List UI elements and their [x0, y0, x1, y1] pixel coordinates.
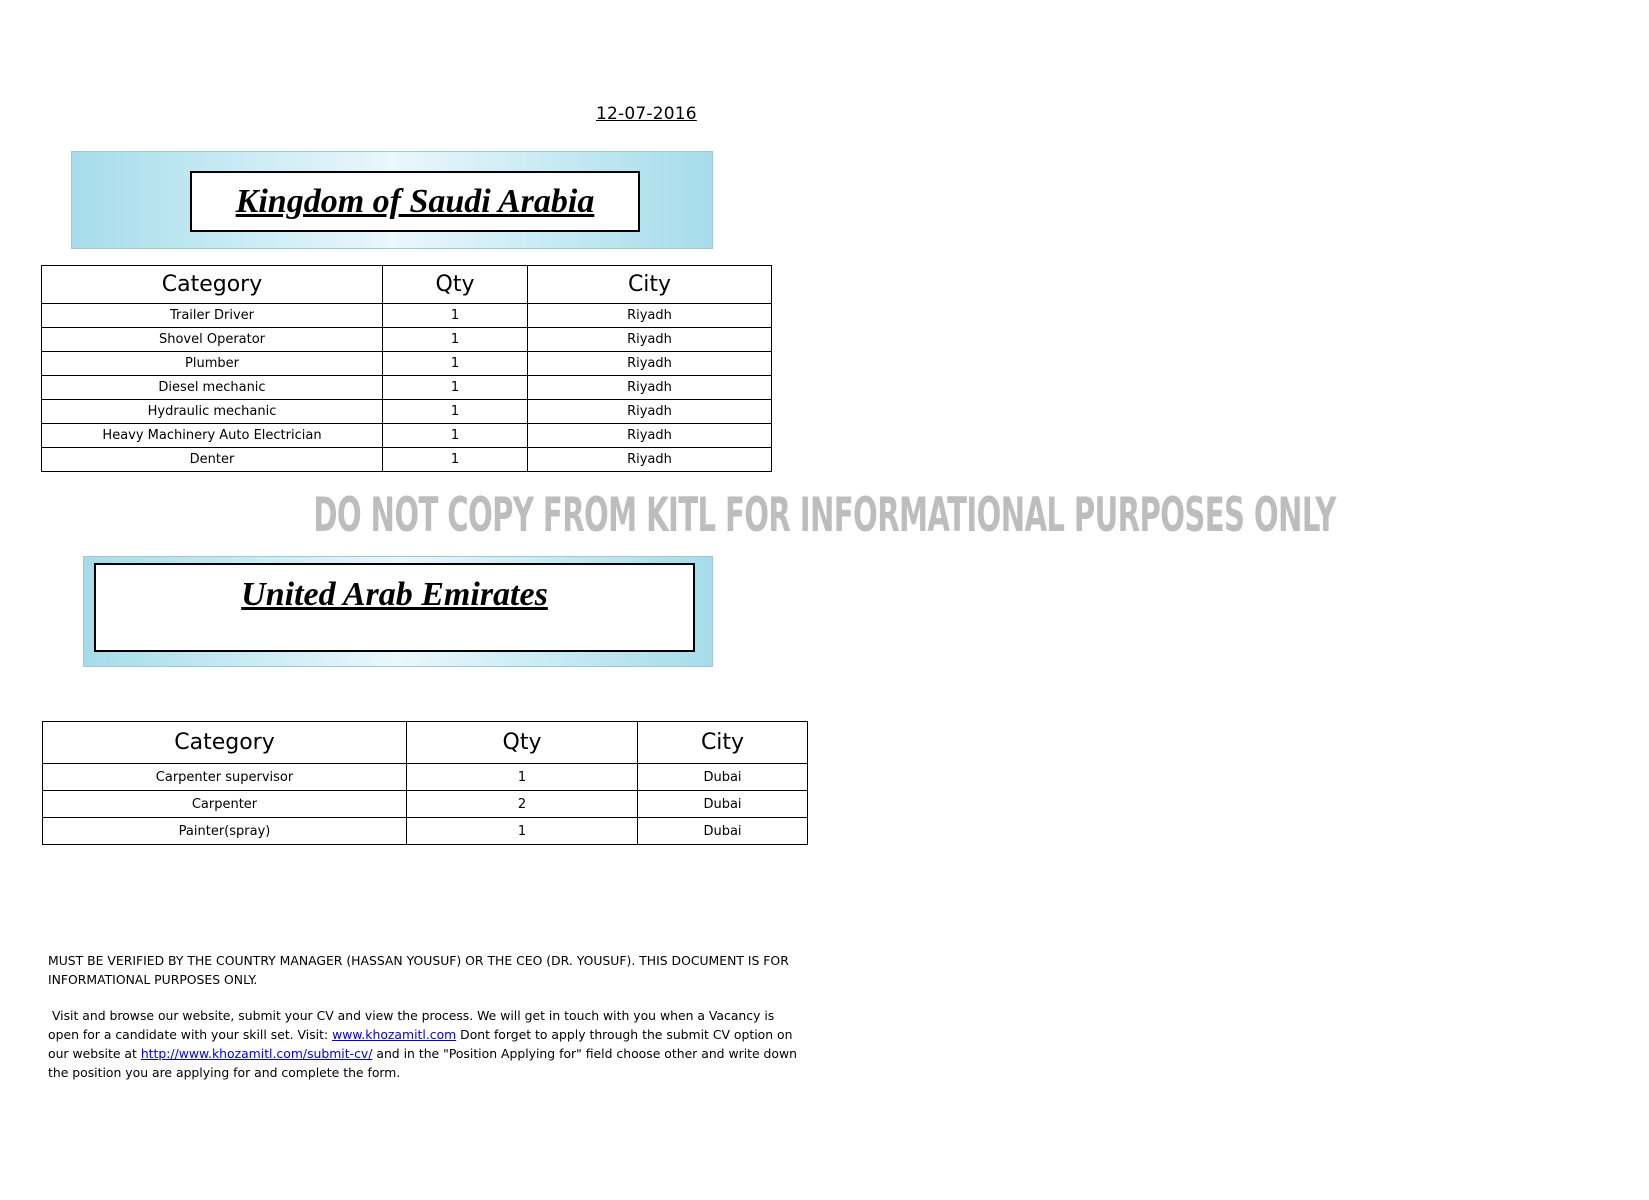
- cell-city: Dubai: [638, 791, 808, 818]
- column-header-category: Category: [42, 266, 383, 304]
- ksa-title-box: [190, 171, 640, 232]
- cell-qty: 1: [383, 424, 528, 448]
- cell-qty: 1: [407, 818, 638, 845]
- cell-city: Dubai: [638, 764, 808, 791]
- column-header-category: Category: [43, 722, 407, 764]
- cell-qty: 1: [383, 448, 528, 472]
- table-row: [42, 352, 772, 376]
- cell-city: Dubai: [638, 818, 808, 845]
- visit-text-1: Visit and browse our website, submit your CV and view the process. We will get in touch with you when a Vacancy is open for a candidate with your skill set. Visit:: [48, 1008, 775, 1042]
- cell-category: Hydraulic mechanic: [42, 400, 383, 424]
- cell-city: Riyadh: [528, 352, 772, 376]
- visit-text-3: and in the "Position Applying for" field choose other and write down the position you are applying for and complete the form.: [48, 1046, 797, 1080]
- cell-qty: 1: [383, 352, 528, 376]
- ksa-jobs-table: [41, 265, 772, 472]
- cell-qty: 1: [383, 400, 528, 424]
- cell-city: Riyadh: [528, 448, 772, 472]
- cell-city: Riyadh: [528, 304, 772, 328]
- cell-city: Riyadh: [528, 424, 772, 448]
- table-row: [42, 328, 772, 352]
- uae-title-box: [94, 563, 695, 652]
- website-link[interactable]: www.khozamitl.com: [332, 1027, 457, 1042]
- cell-city: Riyadh: [528, 400, 772, 424]
- table-row: [43, 764, 808, 791]
- cell-category: Diesel mechanic: [42, 376, 383, 400]
- cell-category: Plumber: [42, 352, 383, 376]
- document-date: 12-07-2016: [596, 104, 697, 124]
- cell-category: Heavy Machinery Auto Electrician: [42, 424, 383, 448]
- cell-category: Denter: [42, 448, 383, 472]
- cell-qty: 1: [407, 764, 638, 791]
- cell-category: Trailer Driver: [42, 304, 383, 328]
- cell-qty: 1: [383, 304, 528, 328]
- table-header-row: [43, 722, 808, 764]
- ksa-title: Kingdom of Saudi Arabia: [235, 183, 595, 220]
- cell-category: Carpenter: [43, 791, 407, 818]
- cell-city: Riyadh: [528, 376, 772, 400]
- cell-qty: 2: [407, 791, 638, 818]
- table-header-row: [42, 266, 772, 304]
- table-row: [43, 791, 808, 818]
- table-row: [42, 424, 772, 448]
- notice-text: MUST BE VERIFIED BY THE COUNTRY MANAGER (HASSAN YOUSUF) OR THE CEO (DR. YOUSUF). THIS DOCUMENT IS FOR INFORMATIONAL PURPOSES ONLY.: [48, 953, 789, 987]
- table-row: [42, 304, 772, 328]
- column-header-qty: Qty: [407, 722, 638, 764]
- website-instructions: [48, 1006, 798, 1082]
- column-header-city: City: [638, 722, 808, 764]
- uae-jobs-table: [42, 721, 808, 845]
- table-row: [42, 448, 772, 472]
- cell-qty: 1: [383, 328, 528, 352]
- watermark-text: DO NOT COPY FROM KITL FOR INFORMATIONAL PURPOSES ONLY: [313, 488, 1336, 543]
- column-header-city: City: [528, 266, 772, 304]
- visit-text-2: Dont forget to apply through the submit CV option on our website at: [48, 1027, 793, 1061]
- table-row: [42, 376, 772, 400]
- cell-category: Painter(spray): [43, 818, 407, 845]
- column-header-qty: Qty: [383, 266, 528, 304]
- verification-notice: [48, 951, 798, 989]
- cell-qty: 1: [383, 376, 528, 400]
- copy-warning-watermark: [0, 481, 1336, 551]
- cell-category: Carpenter supervisor: [43, 764, 407, 791]
- table-row: [43, 818, 808, 845]
- cell-city: Riyadh: [528, 328, 772, 352]
- submit-cv-link[interactable]: http://www.khozamitl.com/submit-cv/: [140, 1046, 373, 1061]
- cell-category: Shovel Operator: [42, 328, 383, 352]
- table-row: [42, 400, 772, 424]
- uae-title: United Arab Emirates: [241, 576, 548, 613]
